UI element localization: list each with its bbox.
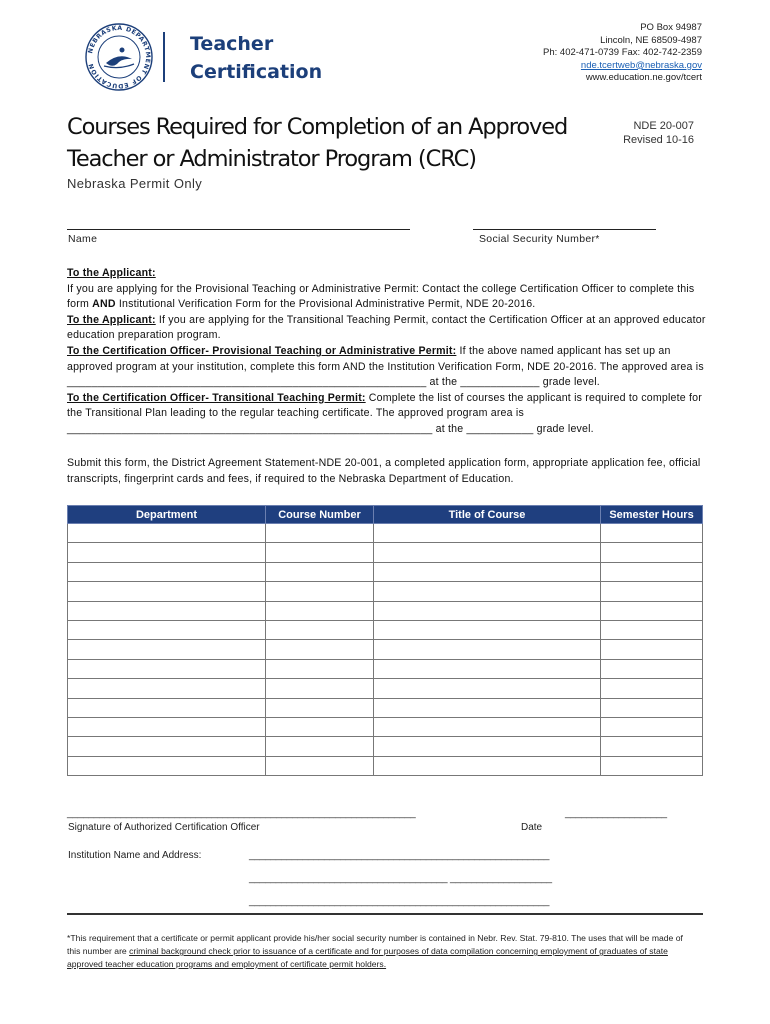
cell-course-title[interactable] (374, 640, 601, 659)
cell-semester-hours[interactable] (601, 717, 703, 736)
cell-semester-hours[interactable] (601, 737, 703, 756)
course-table-body (68, 524, 703, 776)
cell-department[interactable] (68, 620, 266, 639)
cell-course-number[interactable] (266, 756, 374, 775)
cell-semester-hours[interactable] (601, 524, 703, 543)
submit-instructions: Submit this form, the District Agreement Statement-NDE 20-001, a completed application form, appropriate application fee, official transcripts, fingerprint cards and fees, if required to the Nebraska Department of Education. (67, 457, 701, 485)
applicant-heading-1: To the Applicant: (67, 267, 156, 279)
officer-transitional-text: Complete the list of courses the applicant is required to complete for the Transitional Plan leading to the regular teaching certificate. The approved program area is ____________________________________________________________ at the ___________ grade level. (67, 391, 702, 435)
cell-department[interactable] (68, 640, 266, 659)
contact-address2: Lincoln, NE 68509-4987 (600, 34, 702, 46)
cell-course-number[interactable] (266, 717, 374, 736)
cell-department[interactable] (68, 659, 266, 678)
cell-semester-hours[interactable] (601, 582, 703, 601)
cell-course-number[interactable] (266, 601, 374, 620)
table-row (68, 756, 703, 775)
col-header-semester-hours: Semester Hours (601, 506, 703, 524)
cell-course-title[interactable] (374, 582, 601, 601)
cell-semester-hours[interactable] (601, 640, 703, 659)
cell-department[interactable] (68, 524, 266, 543)
applicant-transitional-instructions (67, 313, 707, 344)
cell-course-number[interactable] (266, 524, 374, 543)
table-header-row (68, 506, 703, 524)
table-row (68, 601, 703, 620)
document-title-line2: Teacher or Administrator Program (CRC) (67, 146, 476, 172)
table-row (68, 524, 703, 543)
cell-course-title[interactable] (374, 698, 601, 717)
institution-label: Institution Name and Address: (68, 850, 202, 861)
cell-semester-hours[interactable] (601, 620, 703, 639)
cell-department[interactable] (68, 679, 266, 698)
table-row (68, 659, 703, 678)
cell-course-number[interactable] (266, 582, 374, 601)
institution-line-1[interactable]: ________________________________________________________ (249, 850, 550, 861)
officer-transitional-heading: To the Certification Officer- Transitional Teaching Permit: (67, 391, 366, 404)
applicant-provisional-text-end: Institutional Verification Form for the Provisional Administrative Permit, NDE 20-2016. (115, 298, 536, 311)
form-id-block (623, 119, 694, 147)
officer-transitional-instructions (67, 391, 707, 438)
header-title-line2: Certification (190, 61, 323, 83)
cell-course-number[interactable] (266, 562, 374, 581)
name-field[interactable] (67, 229, 410, 230)
instructions (67, 266, 707, 438)
cell-course-title[interactable] (374, 562, 601, 581)
cell-department[interactable] (68, 582, 266, 601)
table-row (68, 562, 703, 581)
cell-course-title[interactable] (374, 620, 601, 639)
cell-department[interactable] (68, 737, 266, 756)
document-title-line1: Courses Required for Completion of an Approved (67, 114, 568, 140)
contact-email-link[interactable]: nde.tcertweb@nebraska.gov (580, 59, 702, 71)
col-header-title-of-course: Title of Course (374, 506, 601, 524)
cell-semester-hours[interactable] (601, 562, 703, 581)
col-header-course-number: Course Number (266, 506, 374, 524)
cell-course-title[interactable] (374, 717, 601, 736)
cell-department[interactable] (68, 756, 266, 775)
table-row (68, 737, 703, 756)
date-line[interactable]: ___________________ (565, 808, 667, 819)
col-header-department: Department (68, 506, 266, 524)
cell-course-number[interactable] (266, 620, 374, 639)
header-divider (163, 32, 165, 82)
cell-department[interactable] (68, 601, 266, 620)
cell-semester-hours[interactable] (601, 543, 703, 562)
cell-semester-hours[interactable] (601, 601, 703, 620)
cell-course-title[interactable] (374, 737, 601, 756)
footnote-text: *This requirement that a certificate or permit applicant provide his/her social security number is contained in Nebr. Rev. Stat. 79-810. The uses that will be made of this number are (67, 933, 683, 956)
form-number: NDE 20-007 (633, 120, 694, 132)
cell-department[interactable] (68, 698, 266, 717)
footnote (67, 932, 687, 971)
officer-provisional-text: If the above named applicant has set up an approved program at your institution, complete this form AND the Institution Verification Form, NDE 20-2016. The approved area is ___________________________________________________________ at the _____________ grade level. (67, 344, 704, 389)
ssn-field[interactable] (473, 229, 656, 230)
cell-department[interactable] (68, 717, 266, 736)
applicant-provisional-text: If you are applying for the Provisional Teaching or Administrative Permit: Contact the college Certification Officer to complete this form (67, 282, 695, 311)
cell-course-number[interactable] (266, 737, 374, 756)
contact-address1: PO Box 94987 (640, 22, 702, 33)
cell-course-number[interactable] (266, 659, 374, 678)
applicant-heading-2: To the Applicant: (67, 313, 156, 326)
header-title-line1: Teacher (190, 33, 274, 55)
table-row (68, 640, 703, 659)
footnote-divider (67, 913, 703, 915)
date-label: Date (521, 822, 543, 833)
cell-course-title[interactable] (374, 679, 601, 698)
cell-semester-hours[interactable] (601, 756, 703, 775)
course-table (67, 505, 703, 776)
ssn-label: Social Security Number* (479, 233, 600, 245)
cell-department[interactable] (68, 562, 266, 581)
table-row (68, 679, 703, 698)
applicant-transitional-text: If you are applying for the Transitional Teaching Permit, contact the Certification Officer at an approved educator education preparation program. (67, 313, 706, 342)
table-row (68, 698, 703, 717)
table-row (68, 717, 703, 736)
nde-seal-logo (84, 22, 154, 92)
table-row (68, 543, 703, 562)
cell-department[interactable] (68, 543, 266, 562)
cell-course-number[interactable] (266, 543, 374, 562)
cell-semester-hours[interactable] (601, 679, 703, 698)
officer-provisional-instructions (67, 344, 707, 391)
subtitle: Nebraska Permit Only (67, 176, 203, 191)
name-label: Name (68, 233, 98, 245)
signature-line[interactable]: _________________________________________________________________ (67, 808, 416, 819)
institution-line-2[interactable]: _____________________________________ ___________________ (249, 873, 552, 884)
cell-semester-hours[interactable] (601, 698, 703, 717)
signature-label: Signature of Authorized Certification Officer (68, 822, 260, 833)
cell-course-number[interactable] (266, 679, 374, 698)
cell-course-title[interactable] (374, 524, 601, 543)
cell-course-number[interactable] (266, 698, 374, 717)
officer-provisional-heading: To the Certification Officer- Provisional Teaching or Administrative Permit: (67, 344, 457, 357)
applicant-provisional-instructions (67, 266, 707, 313)
and-emphasis: AND (92, 298, 116, 311)
contact-block (543, 22, 702, 85)
cell-course-title[interactable] (374, 659, 601, 678)
table-row (68, 582, 703, 601)
seal-ring-text: NEBRASKA DEPARTMENT OF EDUCATION (87, 24, 152, 90)
cell-course-number[interactable] (266, 640, 374, 659)
cell-course-title[interactable] (374, 543, 601, 562)
institution-line-3[interactable]: ________________________________________________________ (249, 896, 550, 907)
contact-website[interactable]: www.education.ne.gov/tcert (585, 72, 702, 84)
revised-date: Revised 10-16 (623, 134, 694, 146)
table-row (68, 620, 703, 639)
footnote-uses-text: criminal background check prior to issuance of a certificate and for purposes of data compilation concerning employment of graduates of state approved teacher education programs and employment of certificate permit holders. (67, 946, 668, 969)
cell-course-title[interactable] (374, 601, 601, 620)
cell-semester-hours[interactable] (601, 659, 703, 678)
cell-course-title[interactable] (374, 756, 601, 775)
contact-phone: Ph: 402-471-0739 Fax: 402-742-2359 (543, 47, 702, 59)
